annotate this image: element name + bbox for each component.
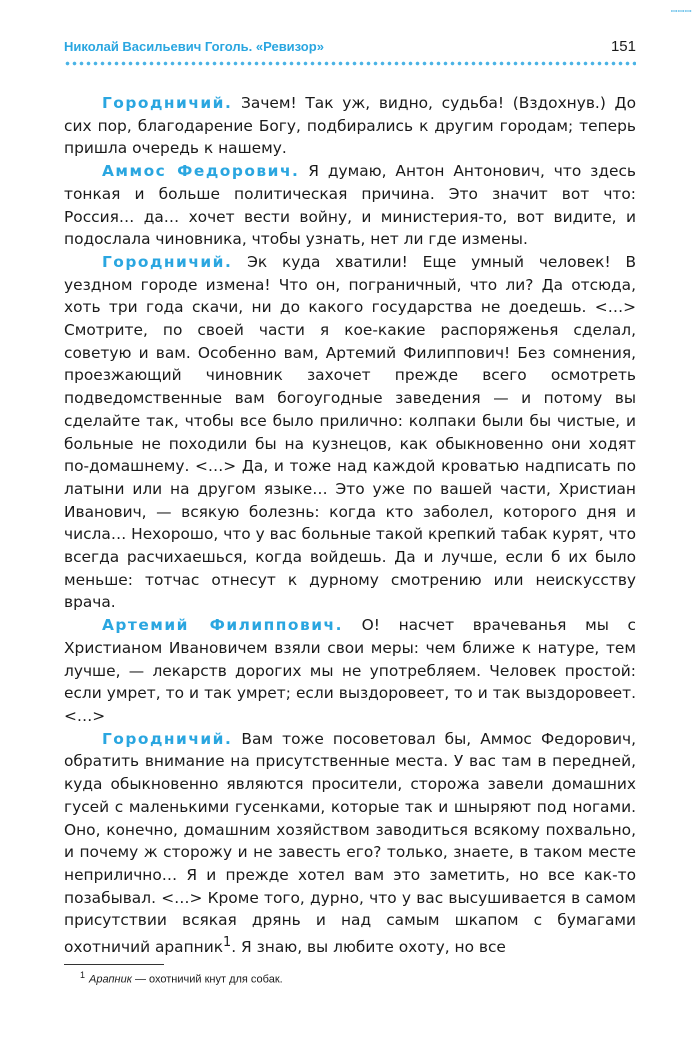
body-text [64,92,636,959]
paragraph-text: Эк куда хватили! Еще умный человек! В уездном городе измена! Что он, пограничный, что ли? Да отсюда, хоть три года скачи, ни до какого государства не доедешь. <…> Смотрите, по своей части я кое-какие распоряженья сделал, советую и вам. Особенно вам, Артемий Филиппович! Без сомнения, проезжающий чиновник захочет прежде всего осмотреть подведомственные вам богоугодные заведения — и потому вы сделайте так, чтобы все было прилично: колпаки были бы чистые, и больные не походили бы на кузнецов, как обыкновенно они ходят по-домашнему. <…> Да, и тоже над каждой кроватью надписать по латыни или на другом языке… Это уже по вашей части, Христиан Иванович, — всякую болезнь: когда кто заболел, которого дня и числа… Нехорошо, что у вас больные такой крепкий табак курят, что всегда расчихаешься, когда войдешь. Да и лучше, если б их было меньше: тотчас отнесут к дурному смотрению или неискусству врача. [64,252,636,612]
footnote-term: Арапник [89,973,132,986]
speaker-name: Артемий Филиппович. [102,616,343,635]
footnote [80,970,283,986]
footnote-definition: — охотничий кнут для собак. [131,973,283,986]
footnote-reference[interactable]: 1 [223,935,232,951]
running-title: Николай Васильевич Гоголь. «Ревизор» [64,39,324,54]
paragraph [64,92,636,160]
speaker-name: Городничий. [102,94,233,112]
paragraph [64,614,636,728]
paragraph-text: Вам тоже посоветовал бы, Аммос Федорович, обратить внимание на присутственные места. У вас там в передней, куда обыкновенно являются просители, сторожа завели домашних гусей с маленькими гусенками, которые так и шныряют под ногами. Оно, конечно, домашним хозяйством заводиться всякому похвально, и почему ж сторожу и не завесть его? только, знаете, в таком месте неприлично… Я и прежде хотел вам это заметить, но все как-то позабывал. <…> Кроме того, дурно, что у вас высушивается в самом присутствии всякая дрянь и над самым шкапом с бумагами охотничий арапник [64,729,636,957]
speaker-name: Городничий. [102,729,233,748]
footnote-mark: 1 [80,970,86,980]
paragraph-text: О! насчет врачеванья мы с Христианом Ивановичем взяли свои меры: чем ближе к натуре, тем лучше, — лекарств дорогих мы не употребляем. Человек простой: если умрет, то и так умрет; если выздоровеет, то и так выздоровеет. <…> [64,616,636,725]
speaker-name: Городничий. [102,252,233,271]
paragraph [64,251,636,614]
footnote-divider [64,964,164,965]
speaker-name: Аммос Федорович. [102,162,300,181]
paragraph-text: Я думаю, Антон Антонович, что здесь тонкая и больше политическая причина. Это значит вот что: Россия… да… хочет вести войну, и министерия-то, вот видите, и подослала чиновника, чтобы узнать, нет ли где измены. [64,162,636,249]
paragraph [64,728,636,959]
header-ornament-divider [64,60,636,70]
paragraph [64,160,636,251]
corner-ornament: ꟷꟷꟷ [670,7,692,16]
running-header [64,38,636,55]
paragraph-text: Зачем! Так уж, видно, судьба! (Вздохнув.) До сих пор, благодарение Богу, подбирались к другим городам; теперь пришла очередь к нашему. [64,94,636,158]
page-number: 151 [610,38,636,55]
paragraph-text-continued: . Я знаю, вы любите охоту, но все [231,938,506,957]
